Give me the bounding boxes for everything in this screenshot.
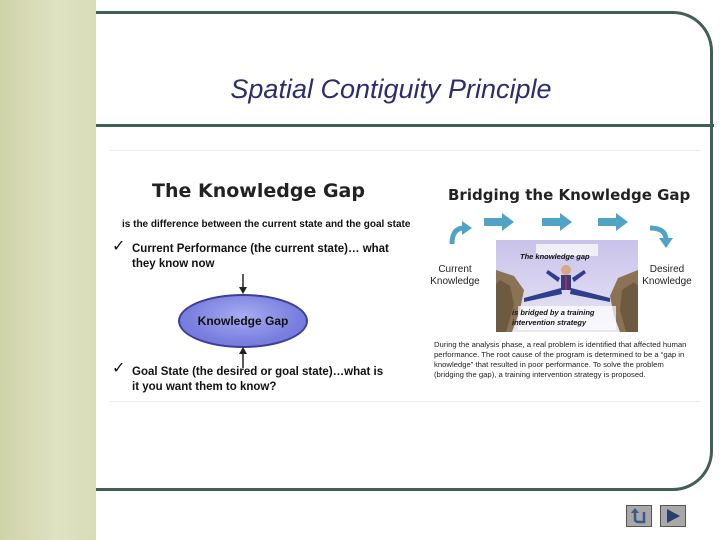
current-knowledge-label: Current Knowledge <box>430 264 480 287</box>
bridging-description: During the analysis phase, a real problem is identified that affected human performance. The root cause of the program is determined to be a “gap in knowledge” that resulted in poor performance. To solve the problem (bridging the gap), a training intervention strategy is proposed. <box>434 340 687 379</box>
desired-knowledge-label: Desired Knowledge <box>642 264 692 287</box>
image-caption-top: The knowledge gap <box>520 252 590 261</box>
return-arrow-icon <box>630 508 648 524</box>
bridging-heading: Bridging the Knowledge Gap <box>448 186 691 204</box>
sidebar-decoration <box>0 0 96 540</box>
knowledge-gap-subtitle: is the difference between the current state and the goal state <box>122 219 411 230</box>
slide-title: Spatial Contiguity Principle <box>230 74 552 104</box>
right-arrow-icon <box>502 213 514 231</box>
current-state-line-1: Current Performance (the current state)… what <box>132 243 389 255</box>
image-caption-bottom: is bridged by a training intervention strategy <box>512 308 595 327</box>
checkmark-icon: ✓ <box>112 238 126 255</box>
next-slide-button[interactable] <box>660 505 686 527</box>
knowledge-gap-heading: The Knowledge Gap <box>152 180 365 202</box>
goal-state-line-2: it you want them to know? <box>132 381 277 393</box>
knowledge-gap-ellipse: Knowledge Gap <box>178 294 308 348</box>
play-triangle-icon <box>664 508 682 524</box>
goal-state-line-1: Goal State (the desired or goal state)…what is <box>132 366 384 378</box>
right-arrow-icon <box>616 213 628 231</box>
down-arrow-icon <box>236 274 250 296</box>
title-divider <box>96 124 714 127</box>
current-state-line-2: they know now <box>132 258 215 270</box>
checkmark-icon: ✓ <box>112 360 126 377</box>
right-arrow-icon <box>560 213 572 231</box>
return-button[interactable] <box>626 505 652 527</box>
